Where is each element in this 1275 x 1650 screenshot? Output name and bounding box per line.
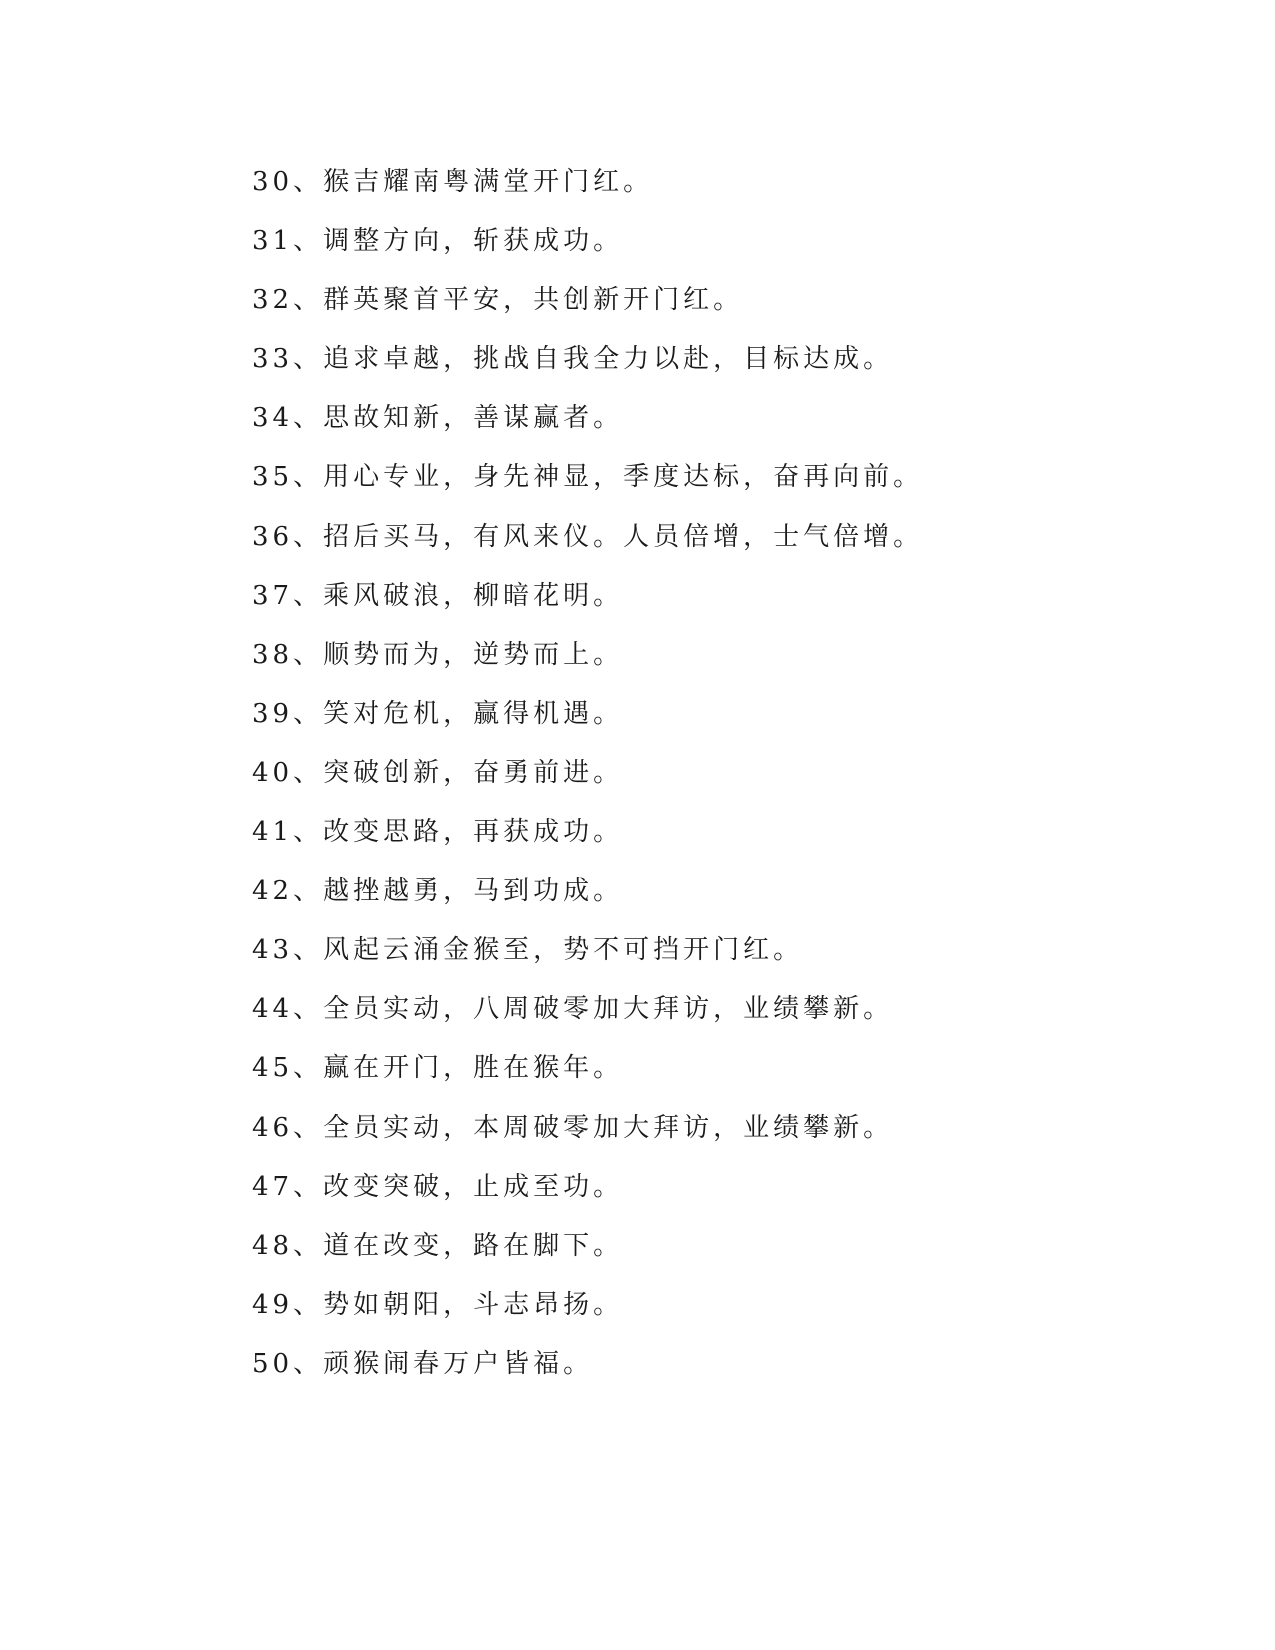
list-item: 50、顽猴闹春万户皆福。 bbox=[252, 1348, 594, 1379]
list-item: 32、群英聚首平安，共创新开门红。 bbox=[252, 285, 744, 316]
list-item: 46、全员实动，本周破零加大拜访，业绩攀新。 bbox=[252, 1112, 894, 1143]
slogan-list bbox=[252, 162, 923, 1403]
list-item: 48、道在改变，路在脚下。 bbox=[252, 1230, 624, 1261]
list-item: 37、乘风破浪，柳暗花明。 bbox=[252, 580, 624, 611]
list-item: 41、改变思路，再获成功。 bbox=[252, 817, 624, 848]
list-item: 43、风起云涌金猴至，势不可挡开门红。 bbox=[252, 935, 804, 966]
list-item: 33、追求卓越，挑战自我全力以赴，目标达成。 bbox=[252, 344, 894, 375]
list-item: 30、猴吉耀南粤满堂开门红。 bbox=[252, 167, 654, 197]
list-item: 40、突破创新，奋勇前进。 bbox=[252, 757, 624, 788]
list-item: 44、全员实动，八周破零加大拜访，业绩攀新。 bbox=[252, 994, 894, 1025]
list-item: 35、用心专业，身先神显，季度达标，奋再向前。 bbox=[252, 462, 924, 493]
list-item: 31、调整方向，斩获成功。 bbox=[252, 226, 624, 257]
list-item: 38、顺势而为，逆势而上。 bbox=[252, 639, 624, 670]
list-item: 42、越挫越勇，马到功成。 bbox=[252, 876, 624, 907]
list-item: 36、招后买马，有风来仪。人员倍增，士气倍增。 bbox=[252, 521, 924, 552]
list-item: 39、笑对危机，赢得机遇。 bbox=[252, 698, 624, 729]
list-item: 34、思故知新，善谋赢者。 bbox=[252, 403, 624, 434]
list-item: 45、赢在开门，胜在猴年。 bbox=[252, 1053, 624, 1084]
list-item: 47、改变突破，止成至功。 bbox=[252, 1171, 624, 1202]
list-item: 49、势如朝阳，斗志昂扬。 bbox=[252, 1289, 624, 1320]
